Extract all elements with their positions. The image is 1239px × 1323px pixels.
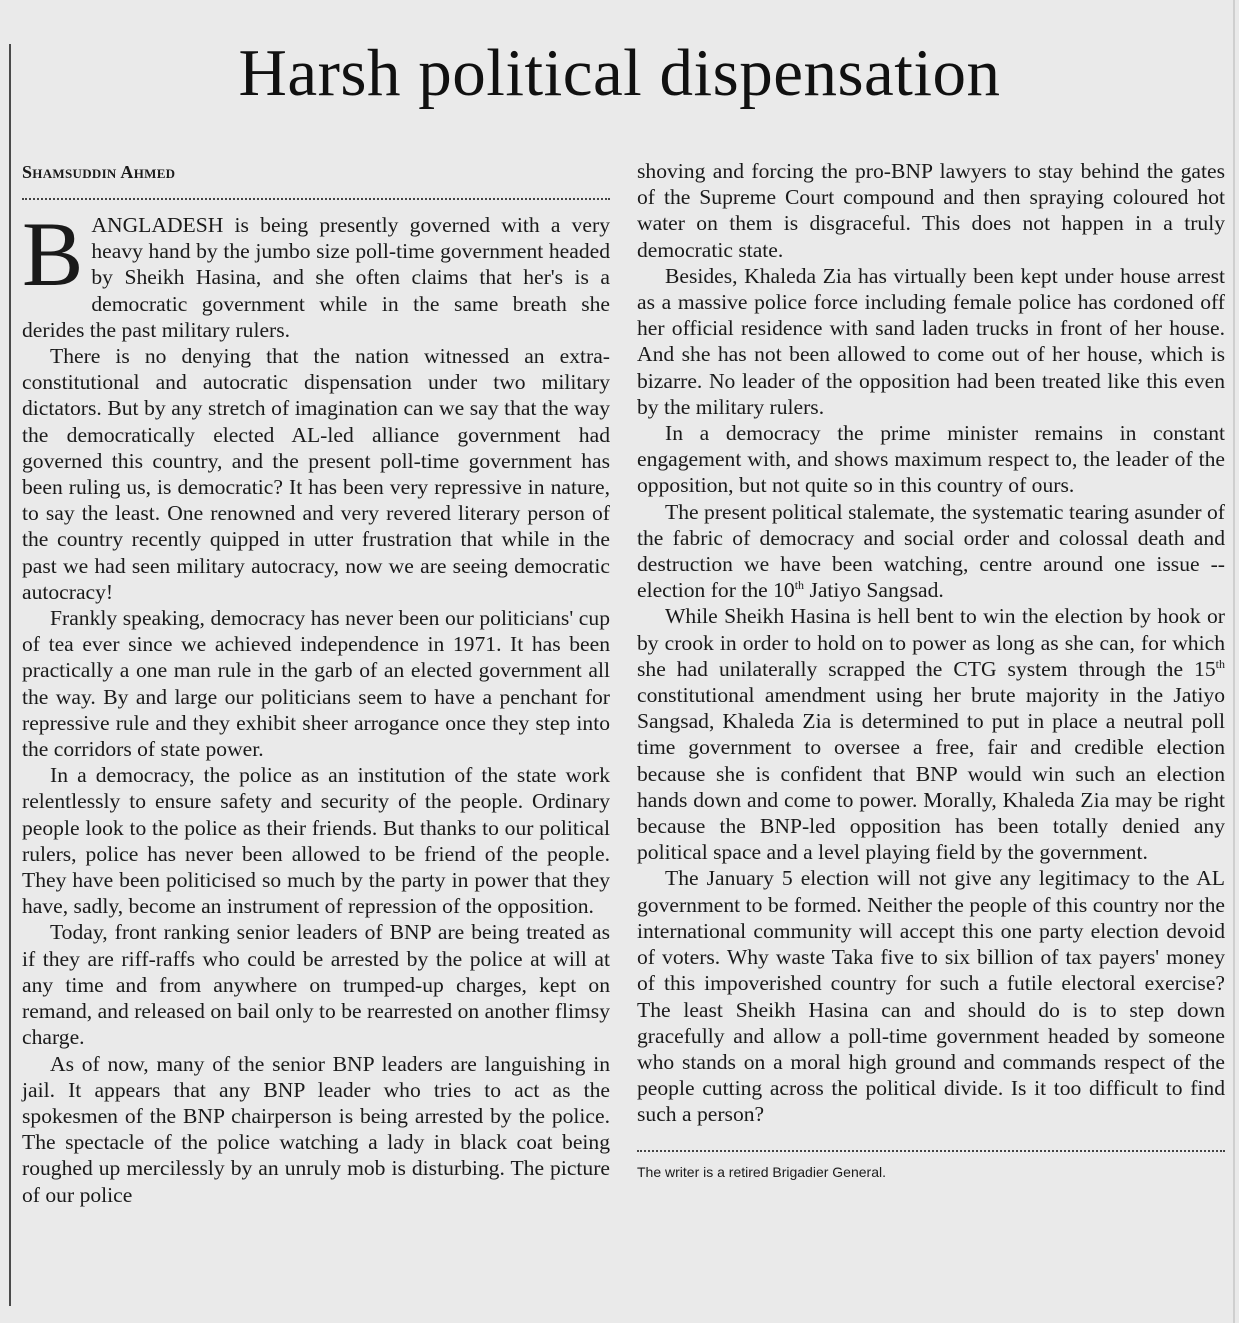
paragraph-stalemate-text: The present political stalemate, the systematic tearing asunder of the fabric of democracy and social order and colossal death and destruction we have been watching, centre around one issue -- election for the 10 bbox=[637, 499, 1225, 603]
right-column bbox=[637, 158, 1225, 1182]
paragraph: Besides, Khaleda Zia has virtually been kept under house arrest as a massive police force including female police has cordoned off her official residence with sand laden trucks in front of her house. And she has not been allowed to come out of her house, which is bizarre. No leader of the opposition had been treated like this even by the military rulers. bbox=[637, 263, 1225, 419]
lead-paragraph bbox=[22, 203, 610, 343]
drop-cap: B bbox=[22, 203, 84, 305]
byline-divider bbox=[22, 198, 610, 200]
paragraph-stalemate-end: Jatiyo Sangsad. bbox=[804, 578, 944, 603]
paragraph: Today, front ranking senior leaders of BNP are being treated as if they are riff-raffs who could be arrested by the police at will at any time and from anywhere on trumped-up charges, kept on remand, and released on bail only to be rearrested on another flimsy charge. bbox=[22, 920, 610, 1050]
paragraph: In a democracy the prime minister remains in constant engagement with, and shows maximum respect to, the leader of the opposition, but not quite so in this country of ours. bbox=[637, 421, 1225, 498]
right-page-edge bbox=[1233, 0, 1235, 1323]
paragraph-hasina bbox=[637, 603, 1225, 865]
paragraph: The January 5 election will not give any legitimacy to the AL government to be formed. Neither the people of this country nor the international community will accept this one party election devoid of voters. Why waste Taka five to six billion of tax payers' money of this impoverished country for such a futile electoral exercise? The least Sheikh Hasina can and should do is to step down gracefully and allow a poll-time government headed by someone who stands on a moral high ground and commands respect of the people cutting across the political divide. Is it too difficult to find such a person? bbox=[637, 866, 1225, 1127]
paragraph-hasina-end: constitutional amendment using her brute majority in the Jatiyo Sangsad, Khaleda Zia is determined to put in place a neutral poll time government to oversee a free, fair and credible election because she is confident that BNP would win such an election hands down and come to power. Morally, Khaleda Zia may be right because the BNP-led opposition has been totally denied any political space and a level playing field by the government. bbox=[637, 683, 1225, 865]
paragraph: In a democracy, the police as an institution of the state work relentlessly to ensure safety and security of the people. Ordinary people look to the police as their friends. But thanks to our political rulers, police has never been allowed to be friend of the people. They have been politicised so much by the party in power that they have, sadly, become an instrument of repression of the opposition. bbox=[22, 763, 610, 919]
paragraph: There is no denying that the nation witnessed an extra-constitutional and autocratic dispensation under two military dictators. But by any stretch of imagination can we say that the way the democratically elected AL-led alliance government had governed this country, and the present poll-time government has been ruling us, is democratic? It has been very repressive in nature, to say the least. One renowned and very revered literary person of the country recently quipped in utter frustration that while in the past we had seen military autocracy, now we are seeing democratic autocracy! bbox=[22, 344, 610, 604]
author-footnote: The writer is a retired Brigadier General. bbox=[637, 1163, 886, 1180]
paragraph: As of now, many of the senior BNP leaders are languishing in jail. It appears that any BNP leader who tries to act as the spokesmen of the BNP chairperson is being arrested by the police. The spectacle of the police watching a lady in black coat being roughed up mercilessly by an unruly mob is disturbing. The picture of our police bbox=[22, 1051, 610, 1207]
ordinal-suffix: th bbox=[794, 578, 805, 593]
paragraph: Frankly speaking, democracy has never been our politicians' cup of tea ever since we achieved independence in 1971. It has been practically a one man rule in the garb of an elected government all the way. By and large our politicians seem to have a penchant for repressive rule and they exhibit sheer arrogance once they step into the corridors of state power. bbox=[22, 606, 610, 762]
byline: Shamsuddin Ahmed bbox=[22, 162, 176, 182]
footnote-divider bbox=[637, 1150, 1225, 1152]
left-column bbox=[22, 156, 610, 1208]
continued-paragraph: shoving and forcing the pro-BNP lawyers to stay behind the gates of the Supreme Court compound and then spraying coloured hot water on them is disgraceful. This does not happen in a truly democratic state. bbox=[637, 159, 1225, 262]
left-margin-rule bbox=[9, 44, 11, 1306]
headline: Harsh political dispensation bbox=[238, 36, 1001, 110]
ordinal-suffix: th bbox=[1215, 656, 1225, 671]
paragraph-hasina-text: While Sheikh Hasina is hell bent to win the election by hook or by crook in order to hold on to power as long as she can, for which she had unilaterally scrapped the CTG system through the 15 bbox=[637, 604, 1225, 681]
paragraph-stalemate bbox=[637, 499, 1225, 604]
lead-paragraph-text: ANGLADESH is being presently governed with a very heavy hand by the jumbo size poll-time government headed by Sheikh Hasina, and she often claims that her's is a democratic government while in the same breath she derides the past military rulers. bbox=[22, 213, 610, 342]
